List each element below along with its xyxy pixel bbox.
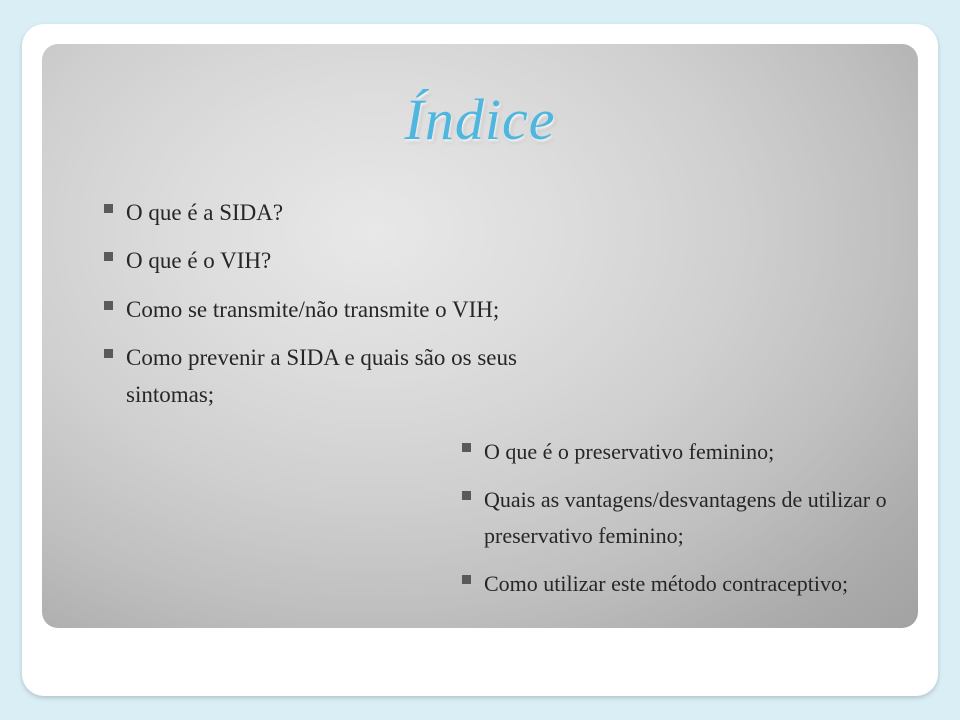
list-item — [462, 566, 902, 603]
slide-frame — [22, 24, 938, 696]
list-item-label: O que é a SIDA? — [126, 200, 284, 225]
square-bullet-icon — [462, 491, 471, 500]
list-item — [104, 291, 544, 328]
list-item-label: O que é o preservativo feminino; — [484, 439, 775, 464]
right-bullet-list — [462, 434, 902, 613]
list-item — [104, 194, 544, 231]
list-item-label: Como utilizar este método contraceptivo; — [484, 570, 849, 596]
square-bullet-icon — [462, 575, 471, 584]
square-bullet-icon — [104, 349, 113, 358]
square-bullet-icon — [104, 301, 113, 310]
list-item-label: Como se transmite/não transmite o VIH; — [126, 296, 500, 322]
square-bullet-icon — [104, 204, 113, 213]
square-bullet-icon — [104, 252, 113, 261]
left-bullet-list — [104, 194, 544, 424]
square-bullet-icon — [462, 443, 471, 452]
list-item-label: Quais as vantagens/desvantagens de utilizar o preservativo feminino; — [484, 486, 887, 549]
list-item — [462, 482, 902, 555]
list-item — [104, 339, 544, 414]
list-item — [104, 242, 544, 279]
list-item — [462, 434, 902, 471]
list-item-label: O que é o VIH? — [126, 248, 272, 274]
slide-footer-strip — [42, 638, 918, 676]
slide-content-area — [42, 44, 918, 628]
page-title: Índice — [404, 87, 556, 152]
list-item-label: Como prevenir a SIDA e quais são os seus sintomas; — [126, 344, 517, 407]
